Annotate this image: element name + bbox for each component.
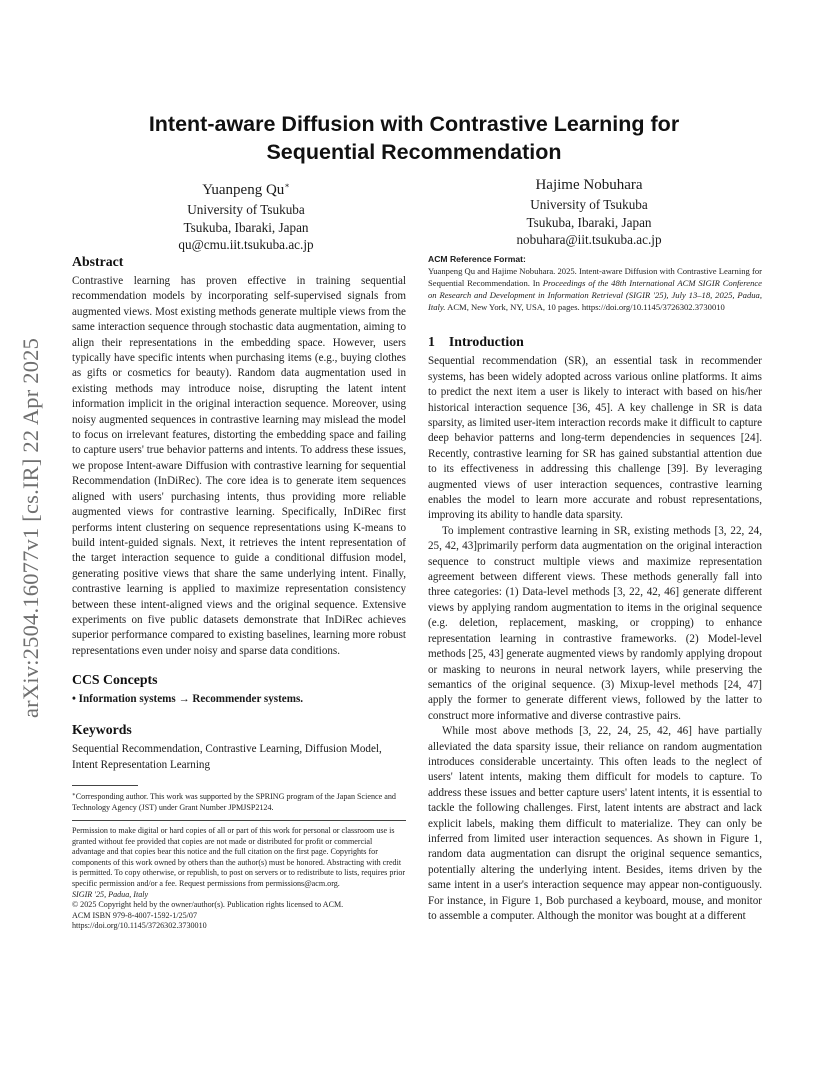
intro-paragraph-3: While most above methods [3, 22, 24, 25, 42, 46] have partially alleviated the data sparsity issue, their reliance on random augmentation introduces considerable uncertainty. This often leads to the neglect of users' latent intents, making them difficult for models to capture. To address these issues and better capture users' latent intents, it is essential to tackle the following challenges. First, latent intents are abstract and lack explicit labels, making them difficult to materialize. They can only be inferred from limited user interaction sequences. As shown in Figure 1, random data augmentation can disrupt the original sequence semantics, potentially altering the underlying intent. Besides, items driven by the same intent in a user's interaction sequence may appear non-contiguously. For instance, in Figure 1, Bob purchased a keyboard, mouse, and monitor to assemble a computer. Although the monitor was bought at a different	[428, 725, 762, 922]
acm-reference-heading: ACM Reference Format:	[428, 254, 526, 264]
venue: SIGIR '25, Padua, Italy	[72, 889, 149, 899]
permission-notice	[72, 826, 406, 932]
section-title: Introduction	[448, 334, 524, 350]
right-column	[428, 250, 762, 924]
title-line-2: Sequential Recommendation	[266, 140, 562, 164]
abstract-text: Contrastive learning has proven effective in training sequential recommendation models by incorporating self-supervised signals from augmented views. Most existing methods generate multiple views from the same interaction sequence through stochastic data augmentation, aiming to align their representations in the embedding space. However, users typically have specific intents when purchasing items (e.g., buying clothes as gifts or cosmetics for beauty). Random data augmentation used in existing methods may introduce noise, disrupting the latent intent information implicit in the original interaction sequence. Moreover, using noisy augmented sequences in contrastive learning may mislead the model to focus on irrelevant features, distorting the embedding space and failing to capture users' true behavior patterns and intents. To address these issues, we propose Intent-aware Diffusion with contrastive learning for sequential Recommendation (InDiRec). The core idea is to generate item sequences aligned with users' purchasing intents, thus providing more reliable augmented views for contrastive learning. Specifically, InDiRec first performs intent clustering on sequence representations using K-means to build intent-guided signals. Next, it retrieves the intent representation of the target interaction sequence to guide a conditional diffusion model, generating positive views that share the same underlying intent. Finally, contrastive learning is applied to maximize representation consistency between these intent-aligned views and the original sequence. Extensive experiments on five public datasets demonstrate that InDiRec achieves superior performance compared to existing baselines, learning more robust representations even under noisy and sparse data conditions.	[72, 275, 406, 657]
copyright: © 2025 Copyright held by the owner/author(s). Publication rights licensed to ACM.	[72, 900, 344, 910]
intro-paragraph-2: To implement contrastive learning in SR, existing methods [3, 22, 24, 25, 42, 43]primarily perform data augmentation on the original interaction sequence to construct multiple views and maximize representation agreement between different views. These methods generally fall into three categories: (1) Data-level methods [3, 22, 42, 46] generate different views by applying random augmentation to items in the original sequence (e.g. deletion, replacement, masking, or cropping) to enhance representation learning in contrastive frameworks. (2) Model-level methods [25, 43] generate augmented views by randomly applying dropout or masking to neurons in neural network layers, while preserving the semantics of the original sequence. (3) Mixup-level methods [24, 47] apply the former to generate different views, followed by the latter to construct more informative and diverse contrastive pairs.	[428, 524, 762, 722]
acm-reference-text: Yuanpeng Qu and Hajime Nobuhara. 2025. Intent-aware Diffusion with Contrastive Learning for Sequential Recommendation. In Proceedings of the 48th International ACM SIGIR Conference on Research and Development in Information Retrieval (SIGIR '25), July 13–18, 2025, Padua, Italy. ACM, New York, NY, USA, 10 pages. https://doi.org/10.1145/3726302.3730010	[428, 266, 762, 313]
section-number: 1	[428, 334, 435, 350]
ccs-heading: CCS Concepts	[72, 672, 158, 688]
author-email[interactable]: qu@cmu.iit.tsukuba.ac.jp	[178, 237, 314, 252]
corresponding-author-mark: ∗	[284, 181, 290, 190]
author-name: Hajime Nobuhara	[535, 177, 643, 193]
author-block-2	[459, 176, 719, 249]
proceedings-title: Proceedings of the 48th International ACM SIGIR Conference on Research and Development in Information Retrieval (SIGIR '25), July 13–18, 2025, Padua, Italy.	[428, 278, 762, 313]
author-email[interactable]: nobuhara@iit.tsukuba.ac.jp	[516, 232, 662, 247]
author-location: Tsukuba, Ibaraki, Japan	[526, 214, 652, 230]
permission-divider	[72, 820, 406, 821]
intro-paragraph-1: Sequential recommendation (SR), an essential task in recommender systems, has been widely adopted across various online platforms. It aims to predict the next item a user is likely to interact with based on his/her historical interaction sequence [36, 45]. A key challenge in SR is data sparsity, as limited user-item interaction records make it difficult to capture deep behavior patterns and long-term dependencies in sequences [24]. Recently, contrastive learning for SR has gained substantial attention due to its effectiveness in addressing this challenge [39]. By leveraging augmented views of user interaction sequences, contrastive learning enables the model to learn more accurate and robust representations, improving its ability to handle data sparsity.	[428, 355, 762, 522]
isbn: ACM ISBN 979-8-4007-1592-1/25/07	[72, 910, 198, 920]
author-location: Tsukuba, Ibaraki, Japan	[183, 219, 309, 235]
author-affiliation: University of Tsukuba	[530, 197, 648, 212]
keywords-heading: Keywords	[72, 722, 132, 738]
title-line-1: Intent-aware Diffusion with Contrastive Learning for	[148, 112, 680, 136]
permission-text: Permission to make digital or hard copies of all or part of this work for personal or classroom use is granted without fee provided that copies are not made or distributed for profit or commercial advantage and that copies bear this notice and the full citation on the first page. Copyrights for components of this work owned by others than the author(s) must be honored. Abstracting with credit is permitted. To copy otherwise, or republish, to post on servers or to redistribute to lists, requires prior specific permission and/or a fee. Request permissions from permissions@acm.org.	[72, 825, 406, 888]
keywords-text: Sequential Recommendation, Contrastive Learning, Diffusion Model, Intent Representation Learning	[72, 743, 382, 771]
introduction-heading	[428, 333, 762, 350]
author-block-1	[116, 176, 376, 254]
doi-link[interactable]: https://doi.org/10.1145/3726302.3730010	[72, 921, 207, 931]
corresponding-author-footnote: ∗Corresponding author. This work was supported by the SPRING program of the Japan Science and Technology Agency (JST) under Grant Number JPMJSP2124.	[72, 791, 396, 812]
ccs-concept-item: • Information systems → Recommender systems.	[72, 693, 304, 706]
left-column	[72, 250, 406, 932]
paper-title	[72, 110, 756, 166]
author-name: Yuanpeng Qu∗	[202, 181, 290, 198]
arxiv-identifier: arXiv:2504.16077v1 [cs.IR] 22 Apr 2025	[18, 337, 43, 719]
abstract-heading: Abstract	[72, 254, 124, 269]
footnote-divider	[72, 785, 138, 786]
author-affiliation: University of Tsukuba	[187, 202, 305, 217]
